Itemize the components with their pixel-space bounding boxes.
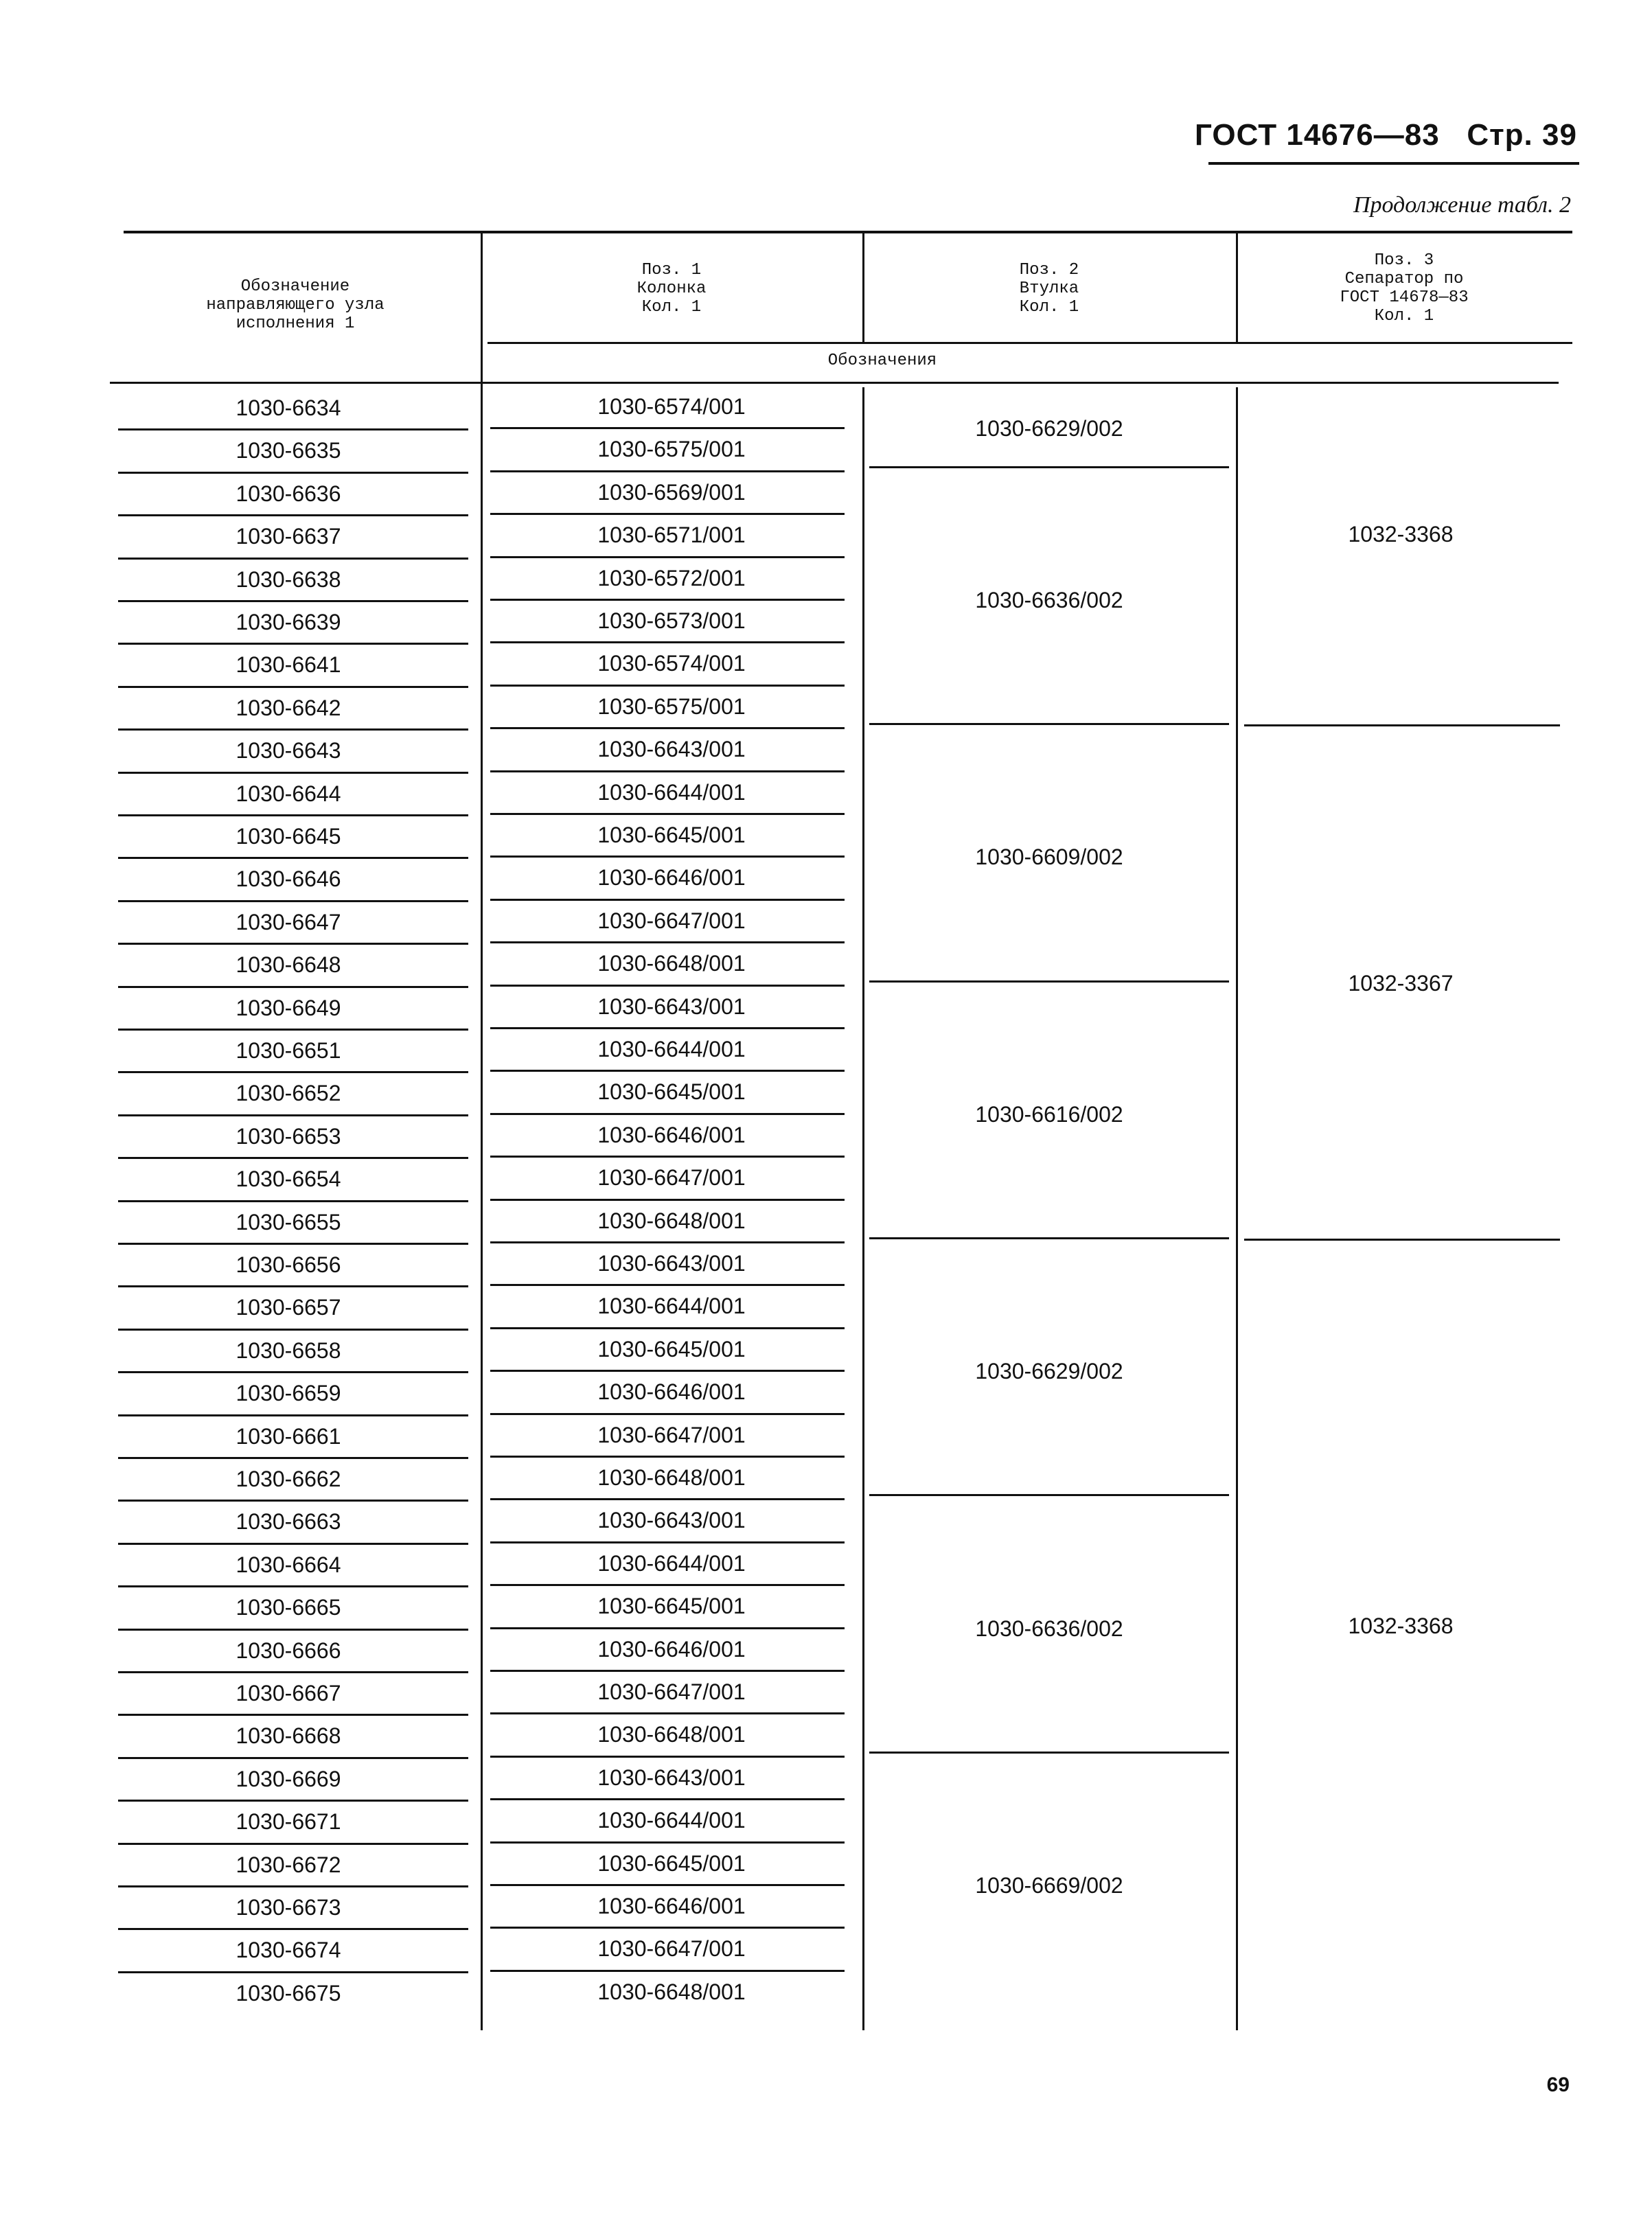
row-rule-column [490, 1241, 845, 1243]
col-divider-1 [481, 231, 483, 2030]
unit-designation: 1030-6647 [236, 909, 341, 934]
standard-designation: ГОСТ 14676—83 [1195, 118, 1440, 152]
column-designation: 1030-6569/001 [597, 479, 746, 505]
unit-designation: 1030-6662 [236, 1467, 341, 1491]
group-rule-bushing [869, 723, 1229, 725]
col-header-column [481, 261, 862, 317]
bushing-designation: 1030-6629/002 [975, 1359, 1123, 1384]
row-rule-column [490, 1927, 845, 1929]
page-number: 69 [1546, 2074, 1570, 2096]
unit-designation: 1030-6641 [236, 652, 341, 678]
column-designation: 1030-6647/001 [597, 1679, 746, 1704]
row-rule-column [490, 1413, 845, 1415]
row-rule-unit [118, 1585, 468, 1587]
row-rule-column [490, 1070, 845, 1072]
unit-designation: 1030-6653 [236, 1123, 341, 1149]
column-designation: 1030-6574/001 [597, 651, 746, 676]
separator-designation: 1032-3368 [1348, 521, 1454, 547]
unit-designation: 1030-6651 [236, 1038, 341, 1063]
row-rule-column [490, 1670, 845, 1672]
row-rule-unit [118, 1543, 468, 1545]
group-rule-bushing [869, 466, 1229, 468]
unit-designation: 1030-6664 [236, 1552, 341, 1577]
row-rule-column [490, 1712, 845, 1714]
col-header-unit [110, 277, 481, 333]
row-rule-unit [118, 1414, 468, 1416]
group-rule-bushing [869, 1237, 1229, 1239]
unit-designation: 1030-6656 [236, 1252, 341, 1277]
row-rule-unit [118, 772, 468, 774]
column-designation: 1030-6644/001 [597, 1808, 746, 1833]
unit-designation: 1030-6635 [236, 438, 341, 463]
column-designation: 1030-6648/001 [597, 951, 746, 976]
header-line: исполнения 1 [236, 314, 355, 333]
column-designation: 1030-6643/001 [597, 994, 746, 1019]
col-divider-2-head [862, 231, 864, 342]
group-rule-separator [1244, 1239, 1560, 1241]
bushing-designation: 1030-6616/002 [975, 1101, 1123, 1127]
group-rule-separator [1244, 724, 1560, 726]
unit-designation: 1030-6654 [236, 1167, 341, 1192]
page-label: Стр. 39 [1467, 118, 1577, 152]
column-designation: 1030-6648/001 [597, 1208, 746, 1233]
row-rule-unit [118, 1671, 468, 1673]
column-designation: 1030-6644/001 [597, 1550, 746, 1576]
header-bottom-rule [110, 382, 1559, 384]
column-designation: 1030-6646/001 [597, 1379, 746, 1405]
document-header [1195, 118, 1577, 152]
unit-designation: 1030-6638 [236, 566, 341, 592]
row-rule-unit [118, 1928, 468, 1930]
column-designation: 1030-6648/001 [597, 1722, 746, 1747]
row-rule-column [490, 685, 845, 687]
column-designation: 1030-6572/001 [597, 565, 746, 590]
unit-designation: 1030-6659 [236, 1381, 341, 1406]
header-line: Кол. 1 [1019, 298, 1079, 317]
row-rule-column [490, 1970, 845, 1972]
unit-designation: 1030-6657 [236, 1295, 341, 1320]
row-rule-unit [118, 514, 468, 516]
unit-designation: 1030-6636 [236, 481, 341, 506]
header-line: Втулка [1019, 279, 1079, 298]
unit-designation: 1030-6639 [236, 610, 341, 634]
header-rule [1208, 162, 1579, 165]
unit-designation: 1030-6637 [236, 524, 341, 549]
row-rule-column [490, 1756, 845, 1758]
designations-rule [487, 342, 1572, 344]
row-rule-column [490, 1027, 845, 1029]
unit-designation: 1030-6675 [236, 1980, 341, 2006]
unit-designation: 1030-6642 [236, 695, 341, 720]
row-rule-column [490, 1370, 845, 1372]
row-rule-column [490, 1498, 845, 1500]
row-rule-column [490, 470, 845, 472]
row-rule-unit [118, 1843, 468, 1845]
bushing-designation: 1030-6636/002 [975, 1616, 1123, 1641]
column-designation: 1030-6646/001 [597, 865, 746, 891]
column-designation: 1030-6574/001 [597, 394, 746, 419]
row-rule-column [490, 985, 845, 987]
unit-designation: 1030-6649 [236, 995, 341, 1020]
unit-designation: 1030-6667 [236, 1681, 341, 1706]
row-rule-column [490, 1798, 845, 1800]
row-rule-unit [118, 428, 468, 430]
unit-designation: 1030-6674 [236, 1938, 341, 1963]
col-header-bushing [862, 261, 1236, 317]
row-rule-column [490, 856, 845, 858]
row-rule-unit [118, 1243, 468, 1245]
unit-designation: 1030-6668 [236, 1723, 341, 1749]
unit-designation: 1030-6652 [236, 1081, 341, 1106]
row-rule-column [490, 1584, 845, 1586]
column-designation: 1030-6644/001 [597, 1294, 746, 1319]
column-designation: 1030-6643/001 [597, 1251, 746, 1276]
unit-designation: 1030-6648 [236, 952, 341, 978]
row-rule-column [490, 1113, 845, 1115]
row-rule-unit [118, 857, 468, 859]
row-rule-unit [118, 728, 468, 731]
unit-designation: 1030-6666 [236, 1638, 341, 1663]
row-rule-unit [118, 643, 468, 645]
row-rule-column [490, 1841, 845, 1844]
row-rule-unit [118, 1757, 468, 1759]
bushing-designation: 1030-6629/002 [975, 416, 1123, 441]
row-rule-unit [118, 1114, 468, 1116]
row-rule-unit [118, 1800, 468, 1802]
unit-designation: 1030-6672 [236, 1852, 341, 1877]
row-rule-unit [118, 1329, 468, 1331]
col-header-separator [1236, 251, 1572, 325]
row-rule-unit [118, 686, 468, 688]
column-designation: 1030-6645/001 [597, 1850, 746, 1876]
row-rule-unit [118, 1457, 468, 1459]
unit-designation: 1030-6663 [236, 1509, 341, 1535]
row-rule-unit [118, 1885, 468, 1887]
row-rule-column [490, 1456, 845, 1458]
row-rule-column [490, 1884, 845, 1886]
row-rule-column [490, 727, 845, 729]
table-top-rule [124, 231, 1572, 233]
row-rule-unit [118, 558, 468, 560]
header-line: ГОСТ 14678—83 [1340, 288, 1469, 307]
col-divider-3 [1236, 387, 1238, 2030]
row-rule-unit [118, 1200, 468, 1202]
column-designation: 1030-6645/001 [597, 1079, 746, 1105]
header-line: Поз. 2 [1019, 261, 1079, 279]
col-divider-2 [862, 387, 864, 2030]
column-designation: 1030-6647/001 [597, 908, 746, 933]
continuation-note: Продолжение табл. 2 [1353, 192, 1571, 218]
row-rule-unit [118, 600, 468, 602]
column-designation: 1030-6643/001 [597, 1508, 746, 1533]
column-designation: 1030-6647/001 [597, 1422, 746, 1447]
row-rule-column [490, 770, 845, 772]
unit-designation: 1030-6665 [236, 1595, 341, 1620]
col-divider-3-head [1236, 231, 1238, 342]
bushing-designation: 1030-6636/002 [975, 588, 1123, 612]
unit-designation: 1030-6658 [236, 1337, 341, 1363]
group-rule-bushing [869, 980, 1229, 983]
row-rule-unit [118, 1714, 468, 1716]
group-rule-bushing [869, 1752, 1229, 1754]
row-rule-column [490, 1284, 845, 1286]
column-designation: 1030-6575/001 [597, 693, 746, 719]
row-rule-column [490, 1199, 845, 1201]
separator-designation: 1032-3368 [1348, 1613, 1454, 1638]
unit-designation: 1030-6655 [236, 1209, 341, 1235]
row-rule-unit [118, 986, 468, 988]
column-designation: 1030-6646/001 [597, 1636, 746, 1662]
row-rule-unit [118, 1071, 468, 1073]
row-rule-column [490, 941, 845, 943]
column-designation: 1030-6645/001 [597, 823, 746, 847]
row-rule-unit [118, 1157, 468, 1159]
row-rule-column [490, 599, 845, 601]
row-rule-unit [118, 1629, 468, 1631]
column-designation: 1030-6648/001 [597, 1979, 746, 2004]
row-rule-column [490, 1327, 845, 1329]
unit-designation: 1030-6643 [236, 738, 341, 763]
unit-designation: 1030-6669 [236, 1766, 341, 1791]
group-rule-bushing [869, 1494, 1229, 1496]
header-line: Поз. 3 [1374, 251, 1434, 270]
bushing-designation: 1030-6609/002 [975, 845, 1123, 870]
designations-subheader: Обозначения [827, 352, 937, 370]
column-designation: 1030-6647/001 [597, 1165, 746, 1191]
row-rule-unit [118, 900, 468, 902]
unit-designation: 1030-6671 [236, 1809, 341, 1835]
column-designation: 1030-6644/001 [597, 1037, 746, 1061]
column-designation: 1030-6644/001 [597, 779, 746, 805]
header-line: Кол. 1 [1374, 307, 1434, 325]
column-designation: 1030-6643/001 [597, 737, 746, 762]
row-rule-column [490, 1541, 845, 1543]
header-line: направляющего узла [206, 296, 385, 314]
column-designation: 1030-6645/001 [597, 1336, 746, 1362]
column-designation: 1030-6648/001 [597, 1465, 746, 1490]
column-designation: 1030-6575/001 [597, 437, 746, 462]
row-rule-column [490, 813, 845, 815]
row-rule-column [490, 899, 845, 901]
row-rule-unit [118, 943, 468, 945]
column-designation: 1030-6646/001 [597, 1122, 746, 1147]
row-rule-column [490, 1627, 845, 1629]
header-line: Колонка [636, 279, 707, 298]
row-rule-unit [118, 1500, 468, 1502]
row-rule-column [490, 641, 845, 643]
column-designation: 1030-6643/001 [597, 1765, 746, 1790]
row-rule-unit [118, 1971, 468, 1973]
row-rule-column [490, 513, 845, 515]
bushing-designation: 1030-6669/002 [975, 1873, 1123, 1898]
row-rule-column [490, 427, 845, 429]
unit-designation: 1030-6673 [236, 1895, 341, 1920]
unit-designation: 1030-6634 [236, 395, 341, 420]
unit-designation: 1030-6661 [236, 1423, 341, 1449]
column-designation: 1030-6571/001 [597, 523, 746, 548]
row-rule-unit [118, 1285, 468, 1287]
column-designation: 1030-6646/001 [597, 1894, 746, 1918]
row-rule-unit [118, 814, 468, 816]
row-rule-unit [118, 1371, 468, 1373]
row-rule-unit [118, 1029, 468, 1031]
row-rule-unit [118, 472, 468, 474]
header-line: Сепаратор по [1344, 270, 1464, 288]
column-designation: 1030-6645/001 [597, 1594, 746, 1619]
row-rule-column [490, 556, 845, 558]
unit-designation: 1030-6644 [236, 781, 341, 806]
column-designation: 1030-6573/001 [597, 608, 746, 633]
header-line: Обозначение [240, 277, 350, 296]
unit-designation: 1030-6646 [236, 866, 341, 892]
column-designation: 1030-6647/001 [597, 1936, 746, 1962]
separator-designation: 1032-3367 [1348, 970, 1454, 996]
unit-designation: 1030-6645 [236, 824, 341, 849]
header-line: Поз. 1 [641, 261, 702, 279]
row-rule-column [490, 1156, 845, 1158]
header-line: Кол. 1 [641, 298, 702, 317]
